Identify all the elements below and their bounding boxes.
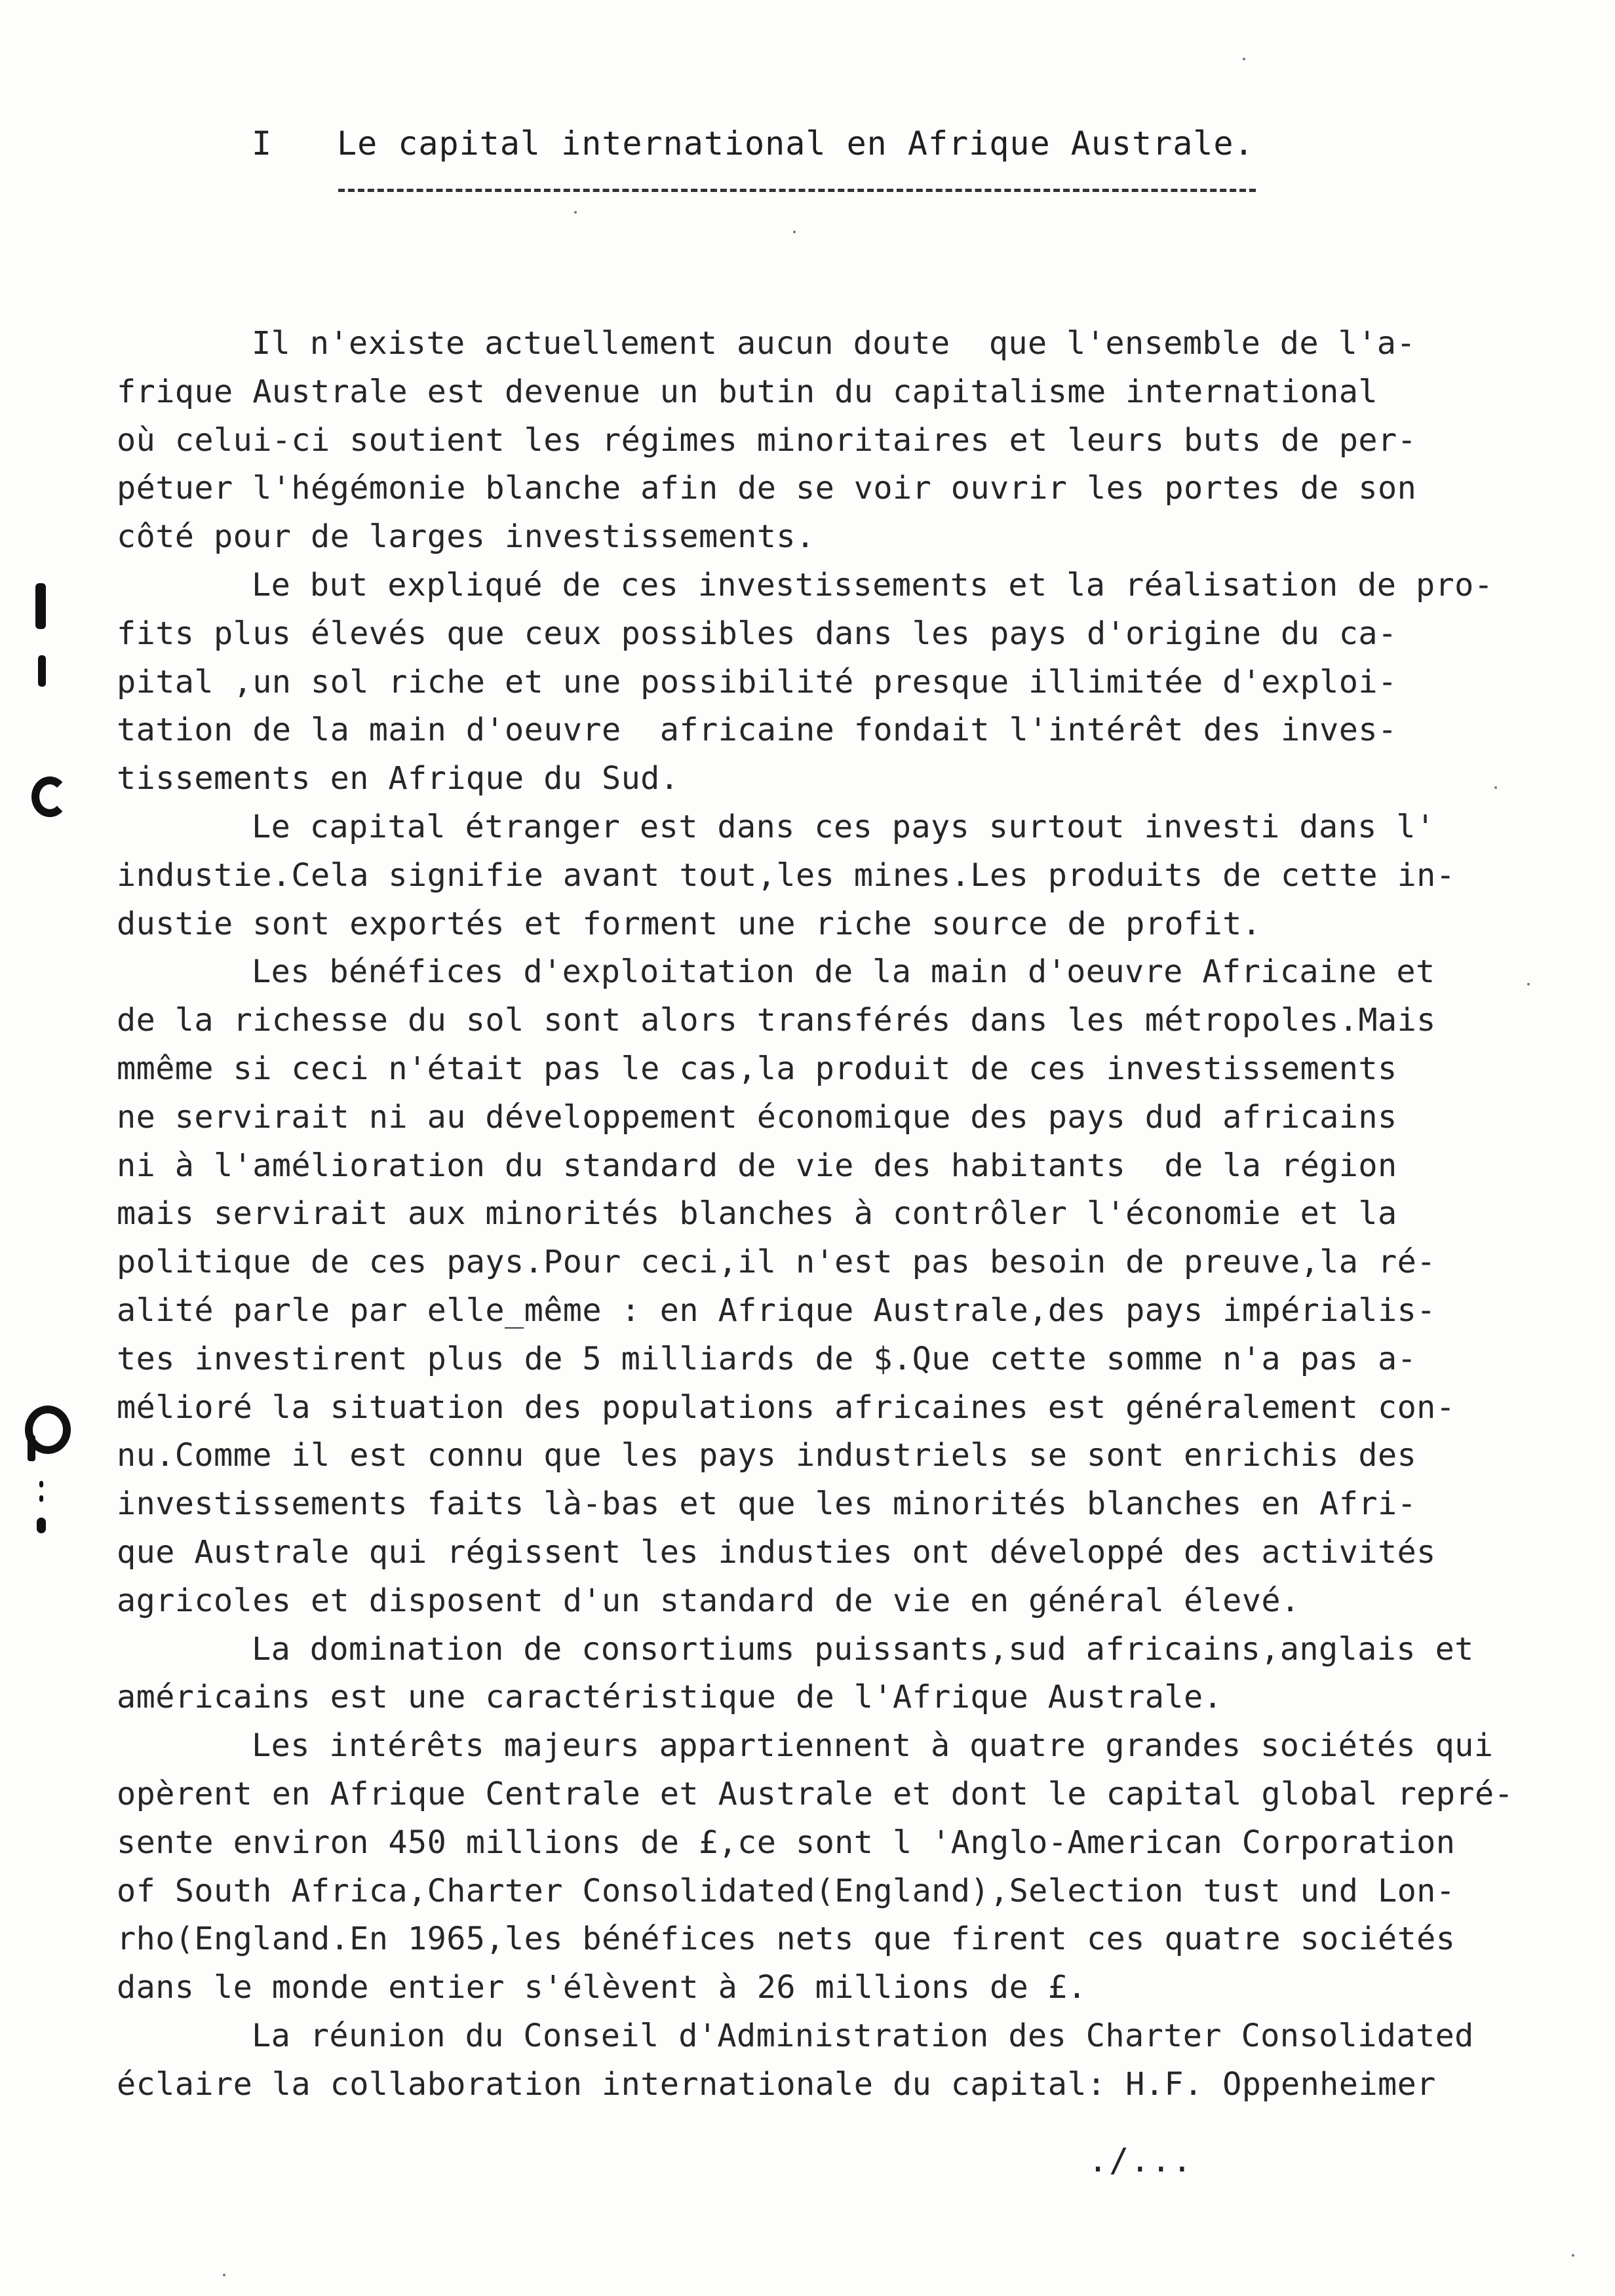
text-line: mmême si ceci n'était pas le cas,la produit de ces investissements xyxy=(117,1050,1397,1087)
text-line: industie.Cela signifie avant tout,les mines.Les produits de cette in- xyxy=(117,856,1456,894)
text-line: rho(England.En 1965,les bénéfices nets que firent ces quatre sociétés xyxy=(117,1921,1456,1958)
text-line: politique de ces pays.Pour ceci,il n'est pas besoin de preuve,la ré- xyxy=(117,1244,1436,1281)
margin-mark xyxy=(38,655,46,687)
text-line: côté pour de larges investissements. xyxy=(117,518,815,556)
text-line: frique Australe est devenue un butin du capitalisme international xyxy=(117,373,1378,410)
margin-mark xyxy=(39,1481,43,1487)
text-line: of South Africa,Charter Consolidated(England),Selection tust und Lon- xyxy=(117,1872,1456,1909)
punch-hole-mark xyxy=(31,776,68,817)
text-line: pétuer l'hégémonie blanche afin de se voir ouvrir les portes de son xyxy=(117,470,1417,507)
text-line: ni à l'amélioration du standard de vie des habitants de la région xyxy=(117,1147,1397,1184)
text-line: où celui-ci soutient les régimes minoritaires et leurs buts de per- xyxy=(117,421,1417,459)
text-line: sente environ 450 millions de £,ce sont l 'Anglo-American Corporation xyxy=(117,1824,1456,1861)
text-line: alité parle par elle_même : en Afrique Australe,des pays impérialis- xyxy=(117,1292,1436,1329)
body-text xyxy=(117,320,1572,2109)
text-line: dustie sont exportés et forment une riche source de profit. xyxy=(117,905,1262,942)
text-line: fits plus élevés que ceux possibles dans les pays d'origine du ca- xyxy=(117,615,1397,652)
margin-mark xyxy=(35,583,46,629)
text-line: tes investirent plus de 5 milliards de $.Que cette somme n'a pas a- xyxy=(117,1340,1417,1377)
text-line: de la richesse du sol sont alors transférés dans les métropoles.Mais xyxy=(117,1002,1436,1039)
text-line: mélioré la situation des populations africaines est généralement con- xyxy=(117,1388,1456,1426)
section-heading xyxy=(252,124,1255,163)
text-line: tation de la main d'oeuvre africaine fondait l'intérêt des inves- xyxy=(117,712,1397,749)
text-line: Le capital étranger est dans ces pays surtout investi dans l' xyxy=(252,808,1435,845)
text-line: américains est une caractéristique de l'Afrique Australe. xyxy=(117,1679,1223,1716)
text-line: mais servirait aux minorités blanches à contrôler l'économie et la xyxy=(117,1195,1397,1233)
margin-mark xyxy=(39,1495,43,1502)
text-line: ne servirait ni au développement économique des pays dud africains xyxy=(117,1098,1397,1136)
text-line: agricoles et disposent d'un standard de vie en général élevé. xyxy=(117,1582,1300,1619)
text-line: tissements en Afrique du Sud. xyxy=(117,760,680,797)
text-line: Il n'existe actuellement aucun doute que l'ensemble de l'a- xyxy=(252,325,1416,362)
continuation-mark: ./... xyxy=(1088,2141,1194,2179)
text-line: que Australe qui régissent les industies ont développé des activités xyxy=(117,1533,1436,1571)
text-line: dans le monde entier s'élèvent à 26 millions de £. xyxy=(117,1969,1087,2006)
text-line: La domination de consortiums puissants,sud africains,anglais et xyxy=(252,1630,1474,1668)
section-title: Le capital international en Afrique Australe. xyxy=(337,124,1255,163)
heading-underline xyxy=(338,189,1256,192)
text-line: pital ,un sol riche et une possibilité presque illimitée d'exploi- xyxy=(117,663,1397,700)
section-number: I xyxy=(252,124,273,163)
text-line: Le but expliqué de ces investissements et la réalisation de pro- xyxy=(252,566,1494,603)
text-line: investissements faits là-bas et que les minorités blanches en Afri- xyxy=(117,1485,1417,1523)
text-line: Les intérêts majeurs appartiennent à quatre grandes sociétés qui xyxy=(252,1727,1494,1765)
margin-mark xyxy=(28,1435,35,1461)
text-line: opèrent en Afrique Centrale et Australe et dont le capital global repré- xyxy=(117,1775,1514,1812)
text-line: La réunion du Conseil d'Administration des Charter Consolidated xyxy=(252,2017,1474,2054)
text-line: nu.Comme il est connu que les pays industriels se sont enrichis des xyxy=(117,1437,1417,1474)
text-line: éclaire la collaboration internationale du capital: H.F. Oppenheimer xyxy=(117,2065,1436,2103)
text-line: Les bénéfices d'exploitation de la main d'oeuvre Africaine et xyxy=(252,953,1435,991)
margin-mark xyxy=(37,1518,46,1533)
